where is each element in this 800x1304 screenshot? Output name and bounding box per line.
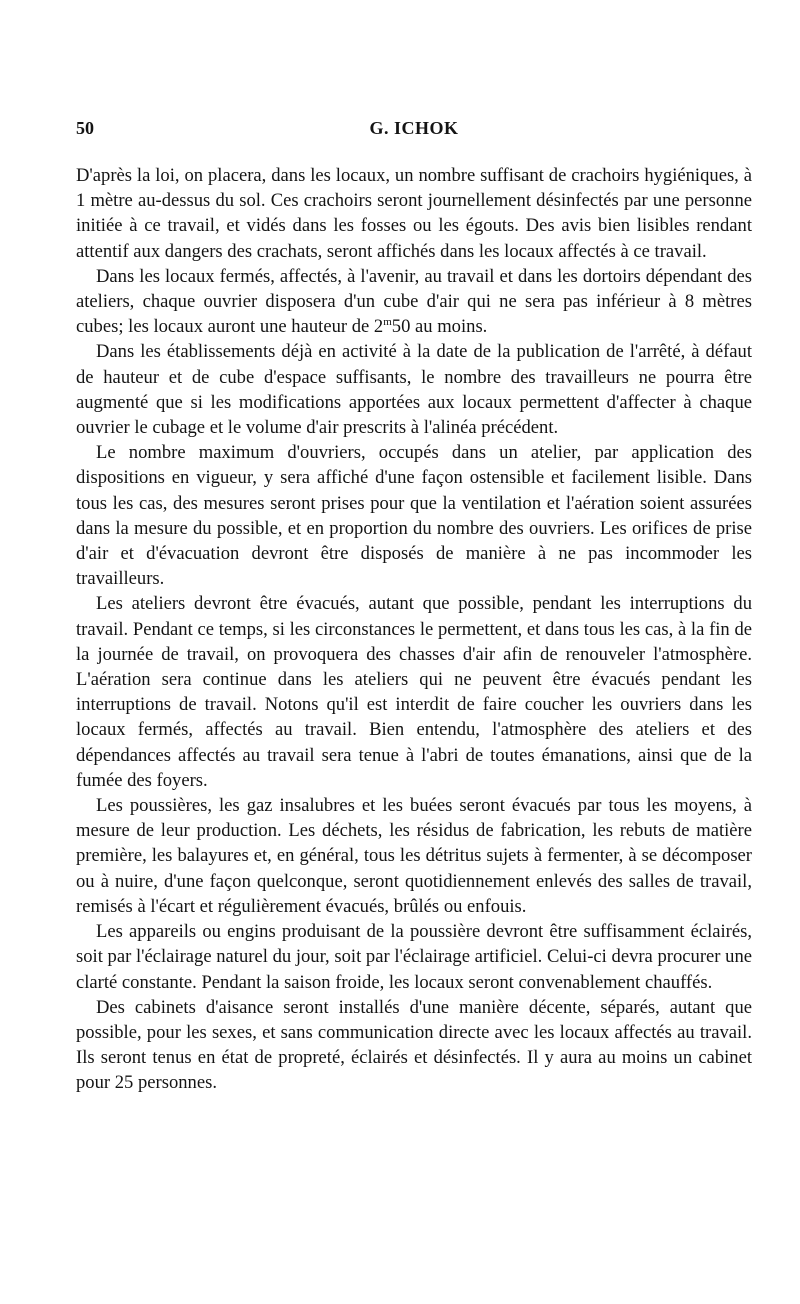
paragraph-max-workers: Le nombre maximum d'ouvriers, occupés dans un atelier, par application des dispositions en vigueur, y sera affiché d'une façon ostensible et facilement lisible. Dans tous les cas, des mesures seront prises pour que la ventilation et l'aération soient assurées dans la mesure du possible, et en proportion du nombre des ouvriers. Les orifices de prise d'air et d'évacuation devront être disposés de manière à ne pas incommoder les travailleurs. [76,442,752,590]
paragraph-air-volume-text: Dans les locaux fermés, affectés, à l'avenir, au travail et dans les dortoirs dépendant des ateliers, chaque ouvrier disposera d'un cube d'air qui ne sera pas inférieur à 8 mètres cubes; les locaux auront une hauteur de 2 [76,265,752,338]
paragraph-air-volume-end: 50 au moins. [391,316,488,338]
running-head: G. ICHOK [369,118,459,138]
paragraph-dust-gases: Les poussières, les gaz insalubres et les buées seront évacués par tous les moyens, à mesure de leur production. Les déchets, les résidus de fabrication, les rebuts de matière première, les balayures et, en général, tous les détritus sujets à fermenter, à se décomposer ou à nuire, d'une façon quelconque, seront quotidiennement enlevés des salles de travail, remisés à l'écart et régulièrement évacués, brûlés ou enfouis. [76,795,752,917]
paragraph-air-volume [76,264,752,340]
page-header [76,118,752,144]
page-number: 50 [76,118,94,138]
body-text [76,163,752,1096]
paragraph-spittoons: D'après la loi, on placera, dans les locaux, un nombre suffisant de crachoirs hygiéniques, à 1 mètre au-dessus du sol. Ces crachoirs seront journellement désinfectés par une personne initiée à ce travail, et vidés dans les fosses ou les égouts. Des avis bien lisibles rendant attentif aux dangers des crachats, seront affichés dans les locaux affectés à ce travail. [76,165,752,262]
paragraph-existing-establishments: Dans les établissements déjà en activité à la date de la publication de l'arrêté, à défaut de hauteur et de cube d'espace suffisants, le nombre des travailleurs ne pourra être augmenté que si les modifications apportées aux locaux permettent d'affecter à chaque ouvrier le cubage et le volume d'air prescrits à l'alinéa précédent. [76,341,752,439]
paragraph-lighting-heating: Les appareils ou engins produisant de la poussière devront être suffisamment éclairés, soit par l'éclairage naturel du jour, soit par l'éclairage artificiel. Celui-ci devra procurer une clarté constante. Pendant la saison froide, les locaux seront convenablement chauffés. [76,921,752,993]
meter-unit-superscript: m [383,316,392,329]
paragraph-evacuation: Les ateliers devront être évacués, autant que possible, pendant les interruptions du travail. Pendant ce temps, si les circonstances le permettent, et dans tous les cas, à la fin de la journée de travail, on provoquera des chasses d'air afin de renouveler l'atmosphère. L'aération sera continue dans les ateliers qui ne peuvent être évacués pendant les interruptions de travail. Notons qu'il est interdit de faire coucher les ouvriers dans les locaux fermés, affectés au travail. Bien entendu, l'atmosphère des ateliers et des dépendances affectés au travail sera tenue à l'abri de toutes émanations, ainsi que de la fumée des foyers. [76,593,752,791]
paragraph-toilets: Des cabinets d'aisance seront installés d'une manière décente, séparés, autant que possible, pour les sexes, et sans communication directe avec les locaux affectés au travail. Ils seront tenus en état de propreté, éclairés et désinfectés. Il y aura au moins un cabinet pour 25 personnes. [76,996,752,1094]
